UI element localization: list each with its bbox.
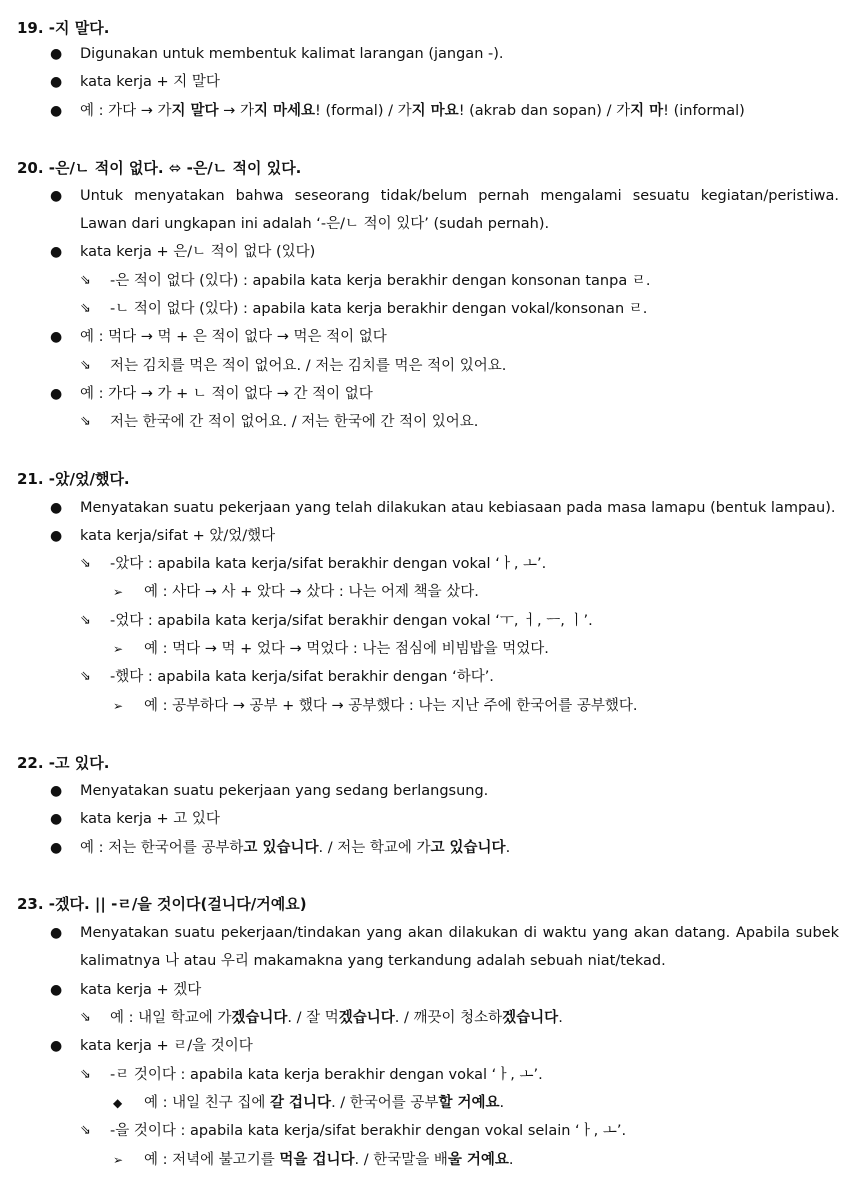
content-line	[0, 522, 856, 550]
text-run: .	[499, 1095, 505, 1111]
text-run: 예 : 사다 → 사 + 았다 → 샀다 : 나는 어제 책을 샀다.	[144, 584, 479, 600]
text-run: -을 것이다 : apabila kata kerja/sifat berakhir dengan vokal selain ‘ㅏ, ㅗ’.	[110, 1123, 627, 1139]
text-run: Menyatakan suatu pekerjaan/tindakan yang akan dilakukan di waktu yang akan datang. Apabila subek	[80, 925, 839, 941]
text-run: 예 : 가다 → 가	[80, 103, 172, 119]
line-text	[80, 947, 666, 975]
content-line	[0, 352, 856, 380]
line-text	[110, 1117, 626, 1145]
bullet-dot-icon: ●	[50, 74, 63, 90]
content-line	[0, 550, 856, 578]
section-title: 20. -은/ㄴ 적이 없다. ⬄ -은/ㄴ 적이 있다.	[17, 159, 302, 177]
text-run: .	[505, 840, 511, 856]
sub-arrow-icon: ⇘	[80, 301, 91, 316]
content-line	[0, 1117, 856, 1145]
bullet-dot-icon: ●	[50, 329, 63, 345]
bold-text: 고 있습니다	[430, 840, 506, 856]
bullet-dot-icon: ●	[50, 103, 63, 119]
content-line	[0, 408, 856, 436]
text-run: 예 : 먹다 → 먹 + 었다 → 먹었다 : 나는 점심에 비빔밥을 먹었다.	[144, 641, 549, 657]
text-run: Lawan dari ungkapan ini adalah ‘-은/ㄴ 적이 있다’ (sudah pernah).	[80, 216, 550, 232]
content-line	[0, 976, 856, 1004]
line-text	[80, 1032, 253, 1060]
content-line	[0, 182, 856, 210]
text-run: kata kerja/sifat + 았/었/했다	[80, 528, 276, 544]
text-run: 저는 김치를 먹은 적이 없어요. / 저는 김치를 먹은 적이 있어요.	[110, 358, 507, 374]
arrowhead-icon: ➢	[113, 585, 124, 599]
content-line	[0, 635, 856, 663]
content-line	[0, 777, 856, 805]
text-run: -은 적이 없다 (있다) : apabila kata kerja berakhir dengan konsonan tanpa ㄹ.	[110, 273, 651, 289]
bullet-dot-icon: ●	[50, 840, 63, 856]
text-run: ! (formal) / 가	[315, 103, 412, 119]
content-line	[0, 1146, 856, 1174]
text-run: 예 : 내일 친구 집에	[144, 1095, 270, 1111]
content-line	[0, 40, 856, 68]
line-text	[110, 607, 593, 635]
section-title: 22. -고 있다.	[17, 754, 110, 772]
content-line	[0, 1089, 856, 1117]
line-text	[80, 976, 201, 1004]
text-run: -었다 : apabila kata kerja/sifat berakhir dengan vokal ‘ㅜ, ㅓ, ㅡ, ㅣ’.	[110, 613, 593, 629]
bold-text: 지 말다	[171, 103, 219, 119]
section-heading	[0, 465, 856, 493]
bold-text: 고 있습니다	[243, 840, 319, 856]
sub-arrow-icon: ⇘	[80, 358, 91, 373]
line-text	[80, 182, 839, 210]
text-run: 저는 한국에 간 적이 없어요. / 저는 한국에 간 적이 있어요.	[110, 414, 479, 430]
arrowhead-icon: ➢	[113, 642, 124, 656]
bold-text: 겠습니다	[338, 1010, 395, 1026]
line-text	[80, 40, 504, 68]
line-text	[80, 97, 745, 125]
bullet-dot-icon: ●	[50, 188, 63, 204]
bold-text: 지 마	[630, 103, 664, 119]
text-run: 예 : 먹다 → 먹 + 은 적이 없다 → 먹은 적이 없다	[80, 329, 387, 345]
text-run: Untuk menyatakan bahwa seseorang tidak/belum pernah mengalami sesuatu kegiatan/peristiwa.	[80, 188, 839, 204]
line-text	[144, 1146, 514, 1174]
bold-text: 지 마세요	[253, 103, 316, 119]
line-text	[110, 295, 647, 323]
text-run: 예 : 저는 한국어를 공부하	[80, 840, 244, 856]
line-text	[80, 210, 549, 238]
section-heading	[0, 749, 856, 777]
text-run: kata kerja + 겠다	[80, 982, 202, 998]
text-run: 예 : 공부하다 → 공부 + 했다 → 공부했다 : 나는 지난 주에 한국어를 공부했다.	[144, 698, 638, 714]
line-text	[144, 1089, 504, 1117]
bold-text: 지 마요	[411, 103, 459, 119]
content-line	[0, 494, 856, 522]
line-text	[144, 692, 638, 720]
text-run: . / 깨끗이 청소하	[394, 1010, 503, 1026]
content-line	[0, 663, 856, 691]
content-line	[0, 97, 856, 125]
text-run: . / 한국어를 공부	[331, 1095, 439, 1111]
line-text	[110, 352, 506, 380]
line-text	[110, 663, 494, 691]
content-line	[0, 68, 856, 96]
bullet-dot-icon: ●	[50, 46, 63, 62]
text-run: 예 : 저녁에 불고기를	[144, 1152, 280, 1168]
sub-arrow-icon: ⇘	[80, 273, 91, 288]
bold-text: 할 거예요	[438, 1095, 500, 1111]
text-run: . / 잘 먹	[287, 1010, 339, 1026]
text-run: ! (informal)	[663, 103, 745, 119]
sub-arrow-icon: ⇘	[80, 1067, 91, 1082]
line-text	[110, 550, 546, 578]
text-run: kata kerja + 은/ㄴ 적이 없다 (있다)	[80, 244, 316, 260]
line-text	[80, 805, 220, 833]
line-text	[80, 522, 275, 550]
bold-text: 겠습니다	[231, 1010, 288, 1026]
text-run: -했다 : apabila kata kerja/sifat berakhir dengan ‘하다’.	[110, 669, 494, 685]
sub-arrow-icon: ⇘	[80, 1010, 91, 1025]
content-line	[0, 919, 856, 947]
content-line	[0, 210, 856, 238]
section-title: 19. -지 말다.	[17, 19, 110, 37]
text-run: kata kerja + ㄹ/을 것이다	[80, 1038, 253, 1054]
section-heading	[0, 154, 856, 182]
text-run: Digunakan untuk membentuk kalimat larangan (jangan -).	[80, 46, 504, 62]
bold-text: 갈 겁니다	[269, 1095, 332, 1111]
content-line	[0, 323, 856, 351]
content-line	[0, 267, 856, 295]
text-run: kalimatnya 나 atau 우리 makamakna yang terkandung adalah sebuah niat/tekad.	[80, 953, 666, 969]
bold-text: 먹을 겁니다	[279, 1152, 355, 1168]
bullet-dot-icon: ●	[50, 925, 63, 941]
text-run: . / 저는 학교에 가	[318, 840, 431, 856]
text-run: -았다 : apabila kata kerja/sifat berakhir dengan vokal ‘ㅏ, ㅗ’.	[110, 556, 547, 572]
sub-arrow-icon: ⇘	[80, 556, 91, 571]
text-run: Menyatakan suatu pekerjaan yang telah dilakukan atau kebiasaan pada masa lamapu (bentuk lampau).	[80, 500, 836, 516]
text-run: 예 : 내일 학교에 가	[110, 1010, 232, 1026]
text-run: kata kerja + 지 말다	[80, 74, 220, 90]
section-title: 23. -겠다. || -ㄹ/을 것이다(걸니다/거예요)	[17, 895, 307, 913]
bullet-dot-icon: ●	[50, 982, 63, 998]
sub-arrow-icon: ⇘	[80, 1123, 91, 1138]
line-text	[80, 380, 373, 408]
section-heading	[0, 890, 856, 918]
text-run: 예 : 가다 → 가 + ㄴ 적이 없다 → 간 적이 없다	[80, 386, 373, 402]
line-text	[110, 408, 478, 436]
diamond-icon: ◆	[113, 1096, 123, 1110]
line-text	[80, 323, 387, 351]
content-line	[0, 607, 856, 635]
line-text	[80, 494, 836, 522]
content-line	[0, 947, 856, 975]
line-text	[80, 68, 220, 96]
sub-arrow-icon: ⇘	[80, 414, 91, 429]
line-text	[80, 777, 488, 805]
text-run: Menyatakan suatu pekerjaan yang sedang berlangsung.	[80, 783, 489, 799]
bullet-dot-icon: ●	[50, 1038, 63, 1054]
text-run: .	[558, 1010, 563, 1026]
line-text	[144, 578, 479, 606]
sub-arrow-icon: ⇘	[80, 669, 91, 684]
line-text	[110, 1061, 543, 1089]
text-run: -ㄴ 적이 없다 (있다) : apabila kata kerja berakhir dengan vokal/konsonan ㄹ.	[110, 301, 648, 317]
line-text	[110, 267, 650, 295]
bullet-dot-icon: ●	[50, 528, 63, 544]
sub-arrow-icon: ⇘	[80, 613, 91, 628]
bullet-dot-icon: ●	[50, 811, 63, 827]
text-run: .	[508, 1152, 514, 1168]
bullet-dot-icon: ●	[50, 500, 63, 516]
line-text	[80, 238, 315, 266]
arrowhead-icon: ➢	[113, 699, 124, 713]
bold-text: 겠습니다	[502, 1010, 559, 1026]
content-line	[0, 834, 856, 862]
content-line	[0, 1061, 856, 1089]
bullet-dot-icon: ●	[50, 783, 63, 799]
line-text	[80, 834, 510, 862]
line-text	[144, 635, 549, 663]
section-heading	[0, 14, 856, 42]
section-title: 21. -았/었/했다.	[17, 470, 130, 488]
content-line	[0, 238, 856, 266]
line-text	[80, 919, 839, 947]
text-run: kata kerja + 고 있다	[80, 811, 220, 827]
text-run: . / 한국말을 배	[354, 1152, 448, 1168]
text-run: -ㄹ 것이다 : apabila kata kerja berakhir dengan vokal ‘ㅏ, ㅗ’.	[110, 1067, 543, 1083]
bullet-dot-icon: ●	[50, 244, 63, 260]
content-line	[0, 295, 856, 323]
text-run: → 가	[218, 103, 254, 119]
arrowhead-icon: ➢	[113, 1153, 124, 1167]
content-line	[0, 380, 856, 408]
content-line	[0, 1004, 856, 1032]
text-run: ! (akrab dan sopan) / 가	[458, 103, 631, 119]
content-line	[0, 805, 856, 833]
bold-text: 울 거예요	[447, 1152, 509, 1168]
content-line	[0, 578, 856, 606]
bullet-dot-icon: ●	[50, 386, 63, 402]
content-line	[0, 1032, 856, 1060]
content-line	[0, 692, 856, 720]
line-text	[110, 1004, 563, 1032]
